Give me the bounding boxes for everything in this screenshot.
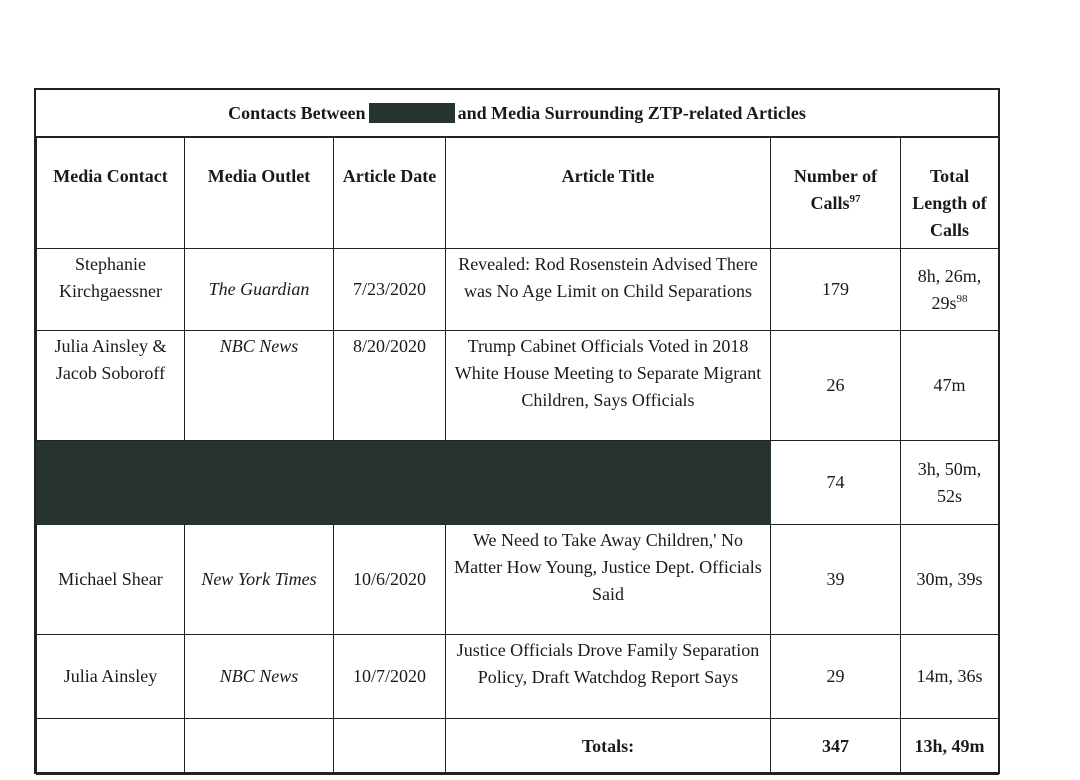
table-row-redacted	[37, 441, 999, 525]
header-media-outlet: Media Outlet	[185, 137, 334, 249]
title-suffix: and Media Surrounding ZTP-related Articles	[457, 102, 806, 123]
cell-article-title: Trump Cabinet Officials Voted in 2018 White House Meeting to Separate Migrant Children, Says Officials	[446, 331, 771, 441]
cell-length: 47m	[901, 331, 999, 441]
title-prefix: Contacts Between	[228, 102, 366, 123]
cell-date: 7/23/2020	[334, 249, 446, 331]
table-row	[37, 525, 999, 635]
cell-outlet: NBC News	[185, 331, 334, 441]
cell-article-title: Revealed: Rod Rosenstein Advised There was No Age Limit on Child Separations	[446, 249, 771, 331]
header-number-of-calls	[771, 137, 901, 249]
table-row	[37, 249, 999, 331]
cell-contact: Julia Ainsley & Jacob Soboroff	[37, 331, 185, 441]
cell-date: 8/20/2020	[334, 331, 446, 441]
cell-date: 10/6/2020	[334, 525, 446, 635]
totals-empty-cell	[37, 719, 185, 775]
cell-calls: 39	[771, 525, 901, 635]
cell-contact: Michael Shear	[37, 525, 185, 635]
footnote-97: 97	[849, 193, 861, 205]
document-table-frame	[34, 88, 1000, 774]
redaction-block	[37, 441, 771, 525]
cell-outlet: The Guardian	[185, 249, 334, 331]
footnote-98: 98	[956, 292, 968, 305]
cell-outlet: NBC News	[185, 635, 334, 719]
table-row	[37, 331, 999, 441]
title-redaction	[369, 103, 455, 123]
contacts-table	[36, 136, 999, 775]
totals-label: Totals:	[446, 719, 771, 775]
header-calls-text: Number of Calls	[793, 166, 878, 213]
cell-length: 3h, 50m, 52s	[901, 441, 999, 525]
cell-contact: Julia Ainsley	[37, 635, 185, 719]
header-article-title: Article Title	[446, 137, 771, 249]
cell-length-text: 8h, 26m, 29s	[917, 265, 982, 313]
cell-length: 14m, 36s	[901, 635, 999, 719]
cell-contact: Stephanie Kirchgaessner	[37, 249, 185, 331]
cell-date: 10/7/2020	[334, 635, 446, 719]
cell-calls: 26	[771, 331, 901, 441]
header-row	[37, 137, 999, 249]
table-row	[37, 635, 999, 719]
cell-length: 30m, 39s	[901, 525, 999, 635]
header-total-length: Total Length of Calls	[901, 137, 999, 249]
header-media-contact: Media Contact	[37, 137, 185, 249]
cell-calls: 179	[771, 249, 901, 331]
cell-article-title: Justice Officials Drove Family Separation Policy, Draft Watchdog Report Says	[446, 635, 771, 719]
table-title	[36, 90, 998, 138]
totals-calls: 347	[771, 719, 901, 775]
totals-empty-cell	[185, 719, 334, 775]
totals-empty-cell	[334, 719, 446, 775]
totals-row	[37, 719, 999, 775]
cell-calls: 74	[771, 441, 901, 525]
cell-article-title: We Need to Take Away Children,' No Matter How Young, Justice Dept. Officials Said	[446, 525, 771, 635]
totals-length: 13h, 49m	[901, 719, 999, 775]
cell-calls: 29	[771, 635, 901, 719]
header-article-date: Article Date	[334, 137, 446, 249]
cell-length	[901, 249, 999, 331]
cell-outlet: New York Times	[185, 525, 334, 635]
